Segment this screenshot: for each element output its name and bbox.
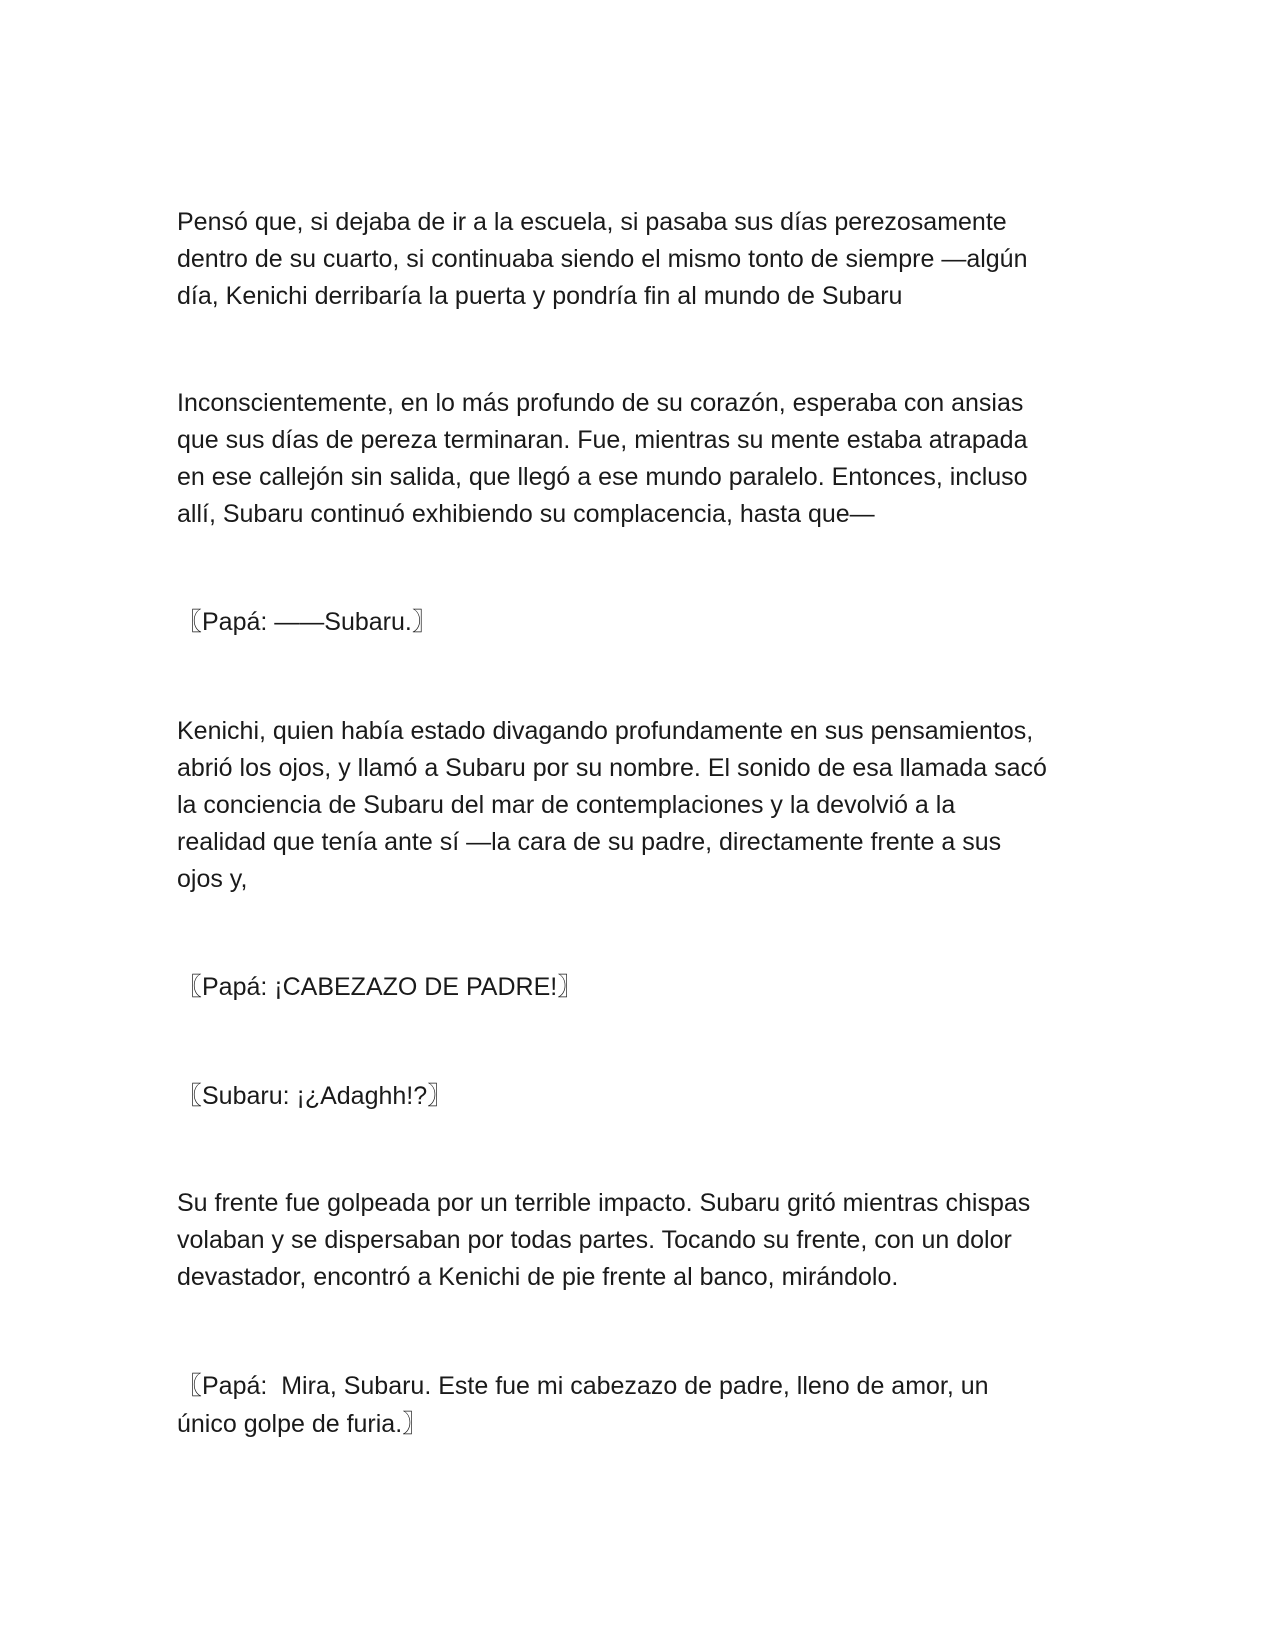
dialogue-subaru-adaghh: 〖Subaru: ¡¿Adaghh!?〗	[177, 1082, 453, 1110]
dialogue-papa-mira-line-2: único golpe de furia.〗	[177, 1410, 428, 1438]
paragraph-3-line-1: Kenichi, quien había estado divagando profundamente en sus pensamientos,	[177, 717, 1034, 745]
paragraph-2-line-1: Inconscientemente, en lo más profundo de su corazón, esperaba con ansias	[177, 389, 1024, 417]
paragraph-2-line-3: en ese callejón sin salida, que llegó a ese mundo paralelo. Entonces, incluso	[177, 463, 1028, 491]
paragraph-1-line-3: día, Kenichi derribaría la puerta y pondría fin al mundo de Subaru	[177, 282, 903, 310]
dialogue-papa-mira-line-1: 〖Papá: Mira, Subaru. Este fue mi cabezazo de padre, lleno de amor, un	[177, 1372, 989, 1400]
paragraph-2-line-2: que sus días de pereza terminaran. Fue, mientras su mente estaba atrapada	[177, 426, 1028, 454]
paragraph-4-line-1: Su frente fue golpeada por un terrible impacto. Subaru gritó mientras chispas	[177, 1189, 1031, 1217]
dialogue-papa-subaru: 〖Papá: ——Subaru.〗	[177, 608, 437, 636]
dialogue-papa-cabezazo: 〖Papá: ¡CABEZAZO DE PADRE!〗	[177, 973, 583, 1001]
paragraph-4-line-3: devastador, encontró a Kenichi de pie frente al banco, mirándolo.	[177, 1263, 899, 1291]
paragraph-1-line-2: dentro de su cuarto, si continuaba siendo el mismo tonto de siempre —algún	[177, 245, 1028, 273]
paragraph-1-line-1: Pensó que, si dejaba de ir a la escuela, si pasaba sus días perezosamente	[177, 208, 1007, 236]
paragraph-4-line-2: volaban y se dispersaban por todas partes. Tocando su frente, con un dolor	[177, 1226, 1012, 1254]
paragraph-3-line-5: ojos y,	[177, 865, 248, 893]
paragraph-3-line-2: abrió los ojos, y llamó a Subaru por su nombre. El sonido de esa llamada sacó	[177, 754, 1047, 782]
paragraph-3-line-3: la conciencia de Subaru del mar de contemplaciones y la devolvió a la	[177, 791, 956, 819]
paragraph-3-line-4: realidad que tenía ante sí —la cara de su padre, directamente frente a sus	[177, 828, 1002, 856]
paragraph-2-line-4: allí, Subaru continuó exhibiendo su complacencia, hasta que—	[177, 500, 875, 528]
